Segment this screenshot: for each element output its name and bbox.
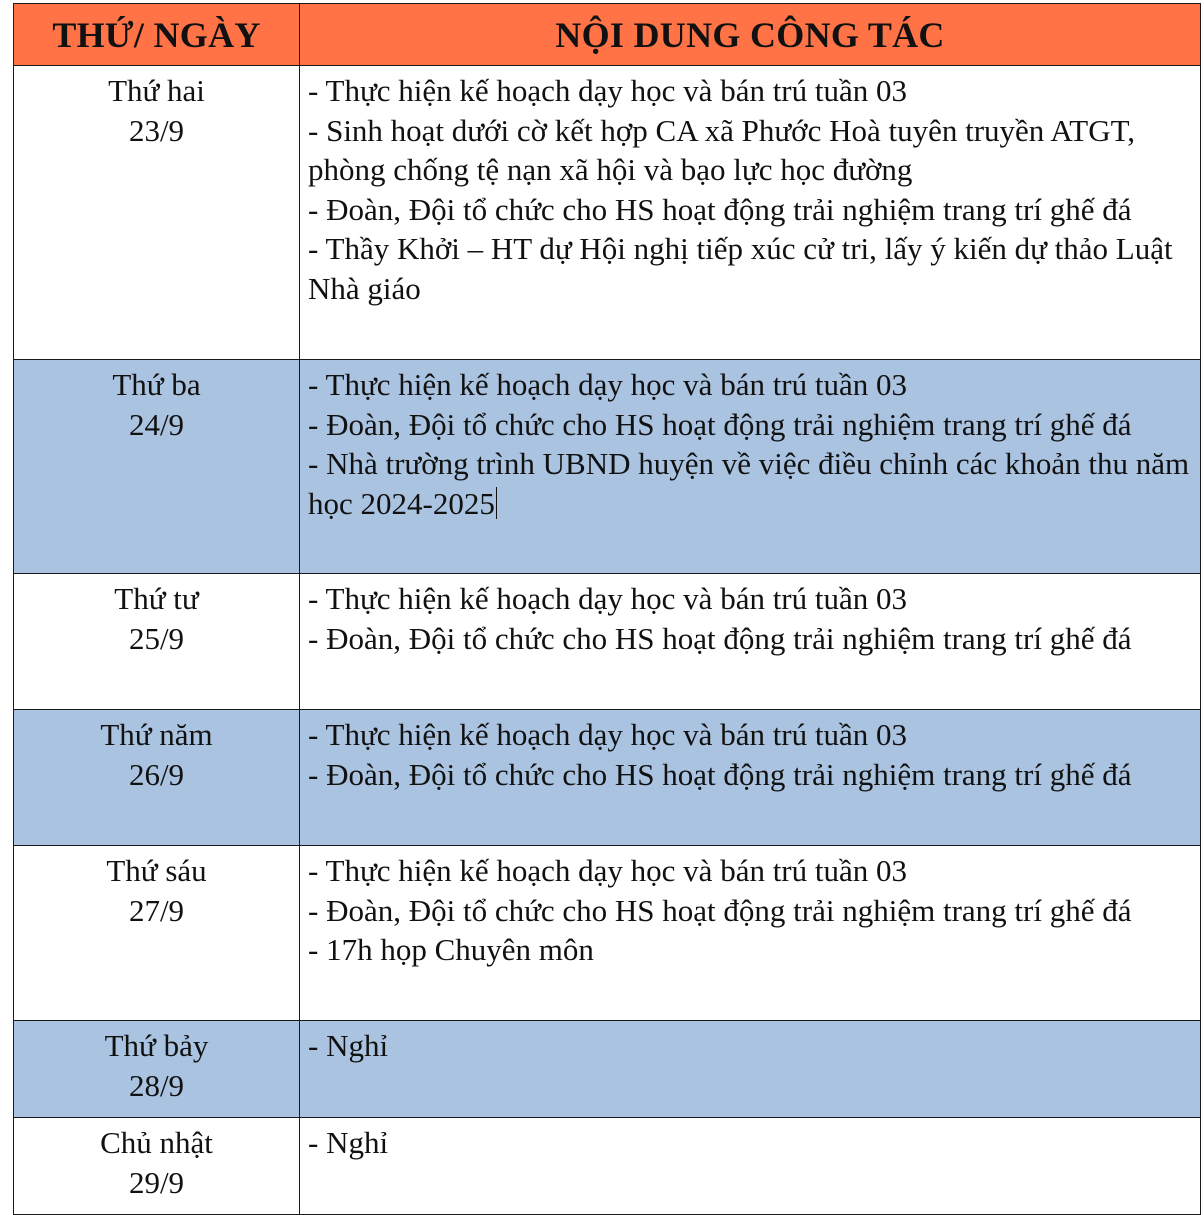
day-cell <box>14 66 300 360</box>
task-item: - Thực hiện kế hoạch dạy học và bán trú tuần 03 <box>308 853 908 888</box>
task-item-with-cursor[interactable] <box>308 444 1192 523</box>
content-cell[interactable] <box>300 360 1201 574</box>
table-row <box>14 66 1201 360</box>
day-cell <box>14 574 300 710</box>
header-content-column: NỘI DUNG CÔNG TÁC <box>300 4 1201 66</box>
day-name: Thứ hai <box>108 73 205 108</box>
task-item: - Nhà trường trình UBND huyện về việc điều chỉnh các khoản thu năm học 2024-2025 <box>308 446 1190 521</box>
table-row <box>14 574 1201 710</box>
task-item: - Thực hiện kế hoạch dạy học và bán trú tuần 03 <box>308 717 908 752</box>
task-item: - Thực hiện kế hoạch dạy học và bán trú tuần 03 <box>308 581 908 616</box>
task-item: - Đoàn, Đội tổ chức cho HS hoạt động trải nghiệm trang trí ghế đá <box>308 892 1132 928</box>
task-item: - Đoàn, Đội tổ chức cho HS hoạt động trải nghiệm trang trí ghế đá <box>308 406 1132 442</box>
day-date: 28/9 <box>128 1067 185 1103</box>
day-date: 24/9 <box>128 406 185 442</box>
day-date: 25/9 <box>128 620 185 656</box>
day-name: Chủ nhật <box>100 1125 213 1160</box>
day-name: Thứ ba <box>112 367 201 402</box>
day-date: 27/9 <box>128 892 185 928</box>
table-row <box>14 710 1201 846</box>
content-cell[interactable] <box>300 846 1201 1021</box>
content-cell[interactable] <box>300 1021 1201 1118</box>
day-name: Thứ tư <box>114 581 199 616</box>
day-date: 23/9 <box>128 112 185 148</box>
day-cell <box>14 846 300 1021</box>
task-item: - Đoàn, Đội tổ chức cho HS hoạt động trải nghiệm trang trí ghế đá <box>308 756 1132 792</box>
task-item: - Thầy Khởi – HT dự Hội nghị tiếp xúc cử tri, lấy ý kiến dự thảo Luật Nhà giáo <box>308 231 1173 306</box>
header-row <box>14 4 1201 66</box>
task-item: - Đoàn, Đội tổ chức cho HS hoạt động trải nghiệm trang trí ghế đá <box>308 620 1132 656</box>
task-item: - 17h họp Chuyên môn <box>308 932 594 967</box>
day-cell <box>14 360 300 574</box>
table-row <box>14 360 1201 574</box>
content-cell[interactable] <box>300 66 1201 360</box>
day-name: Thứ năm <box>100 717 213 752</box>
day-date: 29/9 <box>128 1164 185 1200</box>
content-cell[interactable] <box>300 710 1201 846</box>
task-item: - Thực hiện kế hoạch dạy học và bán trú tuần 03 <box>308 73 908 108</box>
day-cell <box>14 710 300 846</box>
task-item: - Đoàn, Đội tổ chức cho HS hoạt động trải nghiệm trang trí ghế đá <box>308 191 1132 227</box>
task-item: - Nghỉ <box>308 1125 389 1160</box>
day-name: Thứ sáu <box>106 853 207 888</box>
task-item: - Sinh hoạt dưới cờ kết hợp CA xã Phước Hoà tuyên truyền ATGT, phòng chống tệ nạn xã hội và bạo lực học đường <box>308 112 1135 187</box>
task-item: - Nghỉ <box>308 1028 389 1063</box>
day-date: 26/9 <box>128 756 185 792</box>
content-cell[interactable] <box>300 574 1201 710</box>
weekly-schedule-table <box>13 3 1201 1215</box>
day-name: Thứ bảy <box>104 1028 209 1063</box>
day-cell <box>14 1021 300 1118</box>
table-row <box>14 1021 1201 1118</box>
text-cursor <box>496 487 498 519</box>
header-day-column: THỨ/ NGÀY <box>14 4 300 66</box>
task-item: - Thực hiện kế hoạch dạy học và bán trú tuần 03 <box>308 367 908 402</box>
table-row <box>14 846 1201 1021</box>
